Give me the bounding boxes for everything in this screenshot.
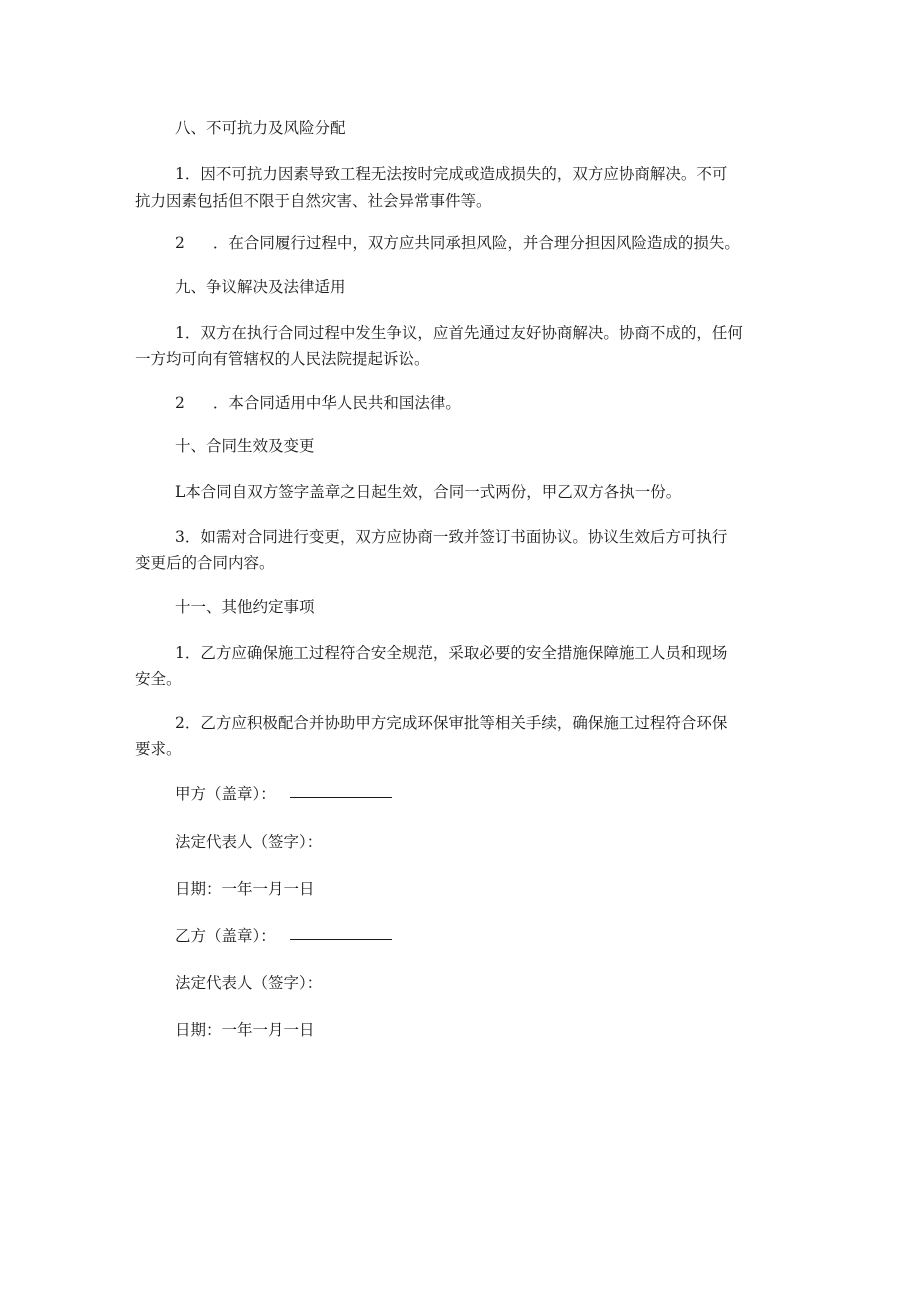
section-9-item-2: [175, 393, 461, 413]
party-a-seal-label: 甲方（盖章）：: [175, 785, 276, 803]
section-8-item-2-text: ．在合同履行过程中，双方应共同承担风险，并合理分担因风险造成的损失。: [212, 234, 740, 252]
section-10-heading: 十、合同生效及变更: [175, 437, 315, 455]
party-a-representative: 法定代表人（签字）：: [175, 833, 323, 851]
section-10-item-1: L本合同自双方签字盖章之日起生效，合同一式两份，甲乙双方各执一份。: [175, 483, 682, 501]
party-b-representative: 法定代表人（签字）：: [175, 974, 323, 992]
section-8-item-2-number: 2: [175, 234, 185, 252]
party-b-date: 日期：一年一月一日: [175, 1021, 315, 1039]
party-b-seal: [175, 926, 392, 946]
section-11-item-1-line-1: 1．乙方应确保施工过程符合安全规范，采取必要的安全措施保障施工人员和现场: [175, 644, 728, 662]
party-b-seal-label: 乙方（盖章）：: [175, 927, 276, 945]
section-8-heading: 八、不可抗力及风险分配: [175, 119, 346, 137]
party-a-seal: [175, 784, 392, 804]
section-10-item-3-line-1: 3．如需对合同进行变更，双方应协商一致并签订书面协议。协议生效后方可执行: [175, 528, 728, 546]
section-10-item-3-line-2: 变更后的合同内容。: [135, 554, 275, 572]
party-a-date: 日期：一年一月一日: [175, 880, 315, 898]
section-8-item-2: [175, 233, 740, 253]
section-9-heading: 九、争议解决及法律适用: [175, 278, 346, 296]
section-9-item-1-line-1: 1．双方在执行合同过程中发生争议，应首先通过友好协商解决。协商不成的，任何: [175, 324, 743, 342]
party-b-seal-blank: [290, 938, 392, 940]
section-9-item-1-line-2: 一方均可向有管辖权的人民法院提起诉讼。: [135, 350, 430, 368]
party-a-seal-blank: [290, 796, 392, 798]
section-11-item-1-line-2: 安全。: [135, 670, 182, 688]
section-11-item-2-line-2: 要求。: [135, 740, 182, 758]
section-8-item-1-line-1: 1．因不可抗力因素导致工程无法按时完成或造成损失的，双方应协商解决。不可: [175, 165, 728, 183]
section-11-item-2-line-1: 2．乙方应积极配合并协助甲方完成环保审批等相关手续，确保施工过程符合环保: [175, 714, 728, 732]
section-11-heading: 十一、其他约定事项: [175, 598, 315, 616]
section-9-item-2-number: 2: [175, 394, 185, 412]
section-9-item-2-text: ．本合同适用中华人民共和国法律。: [212, 394, 461, 412]
section-8-item-1-line-2: 抗力因素包括但不限于自然灾害、社会异常事件等。: [135, 192, 492, 210]
